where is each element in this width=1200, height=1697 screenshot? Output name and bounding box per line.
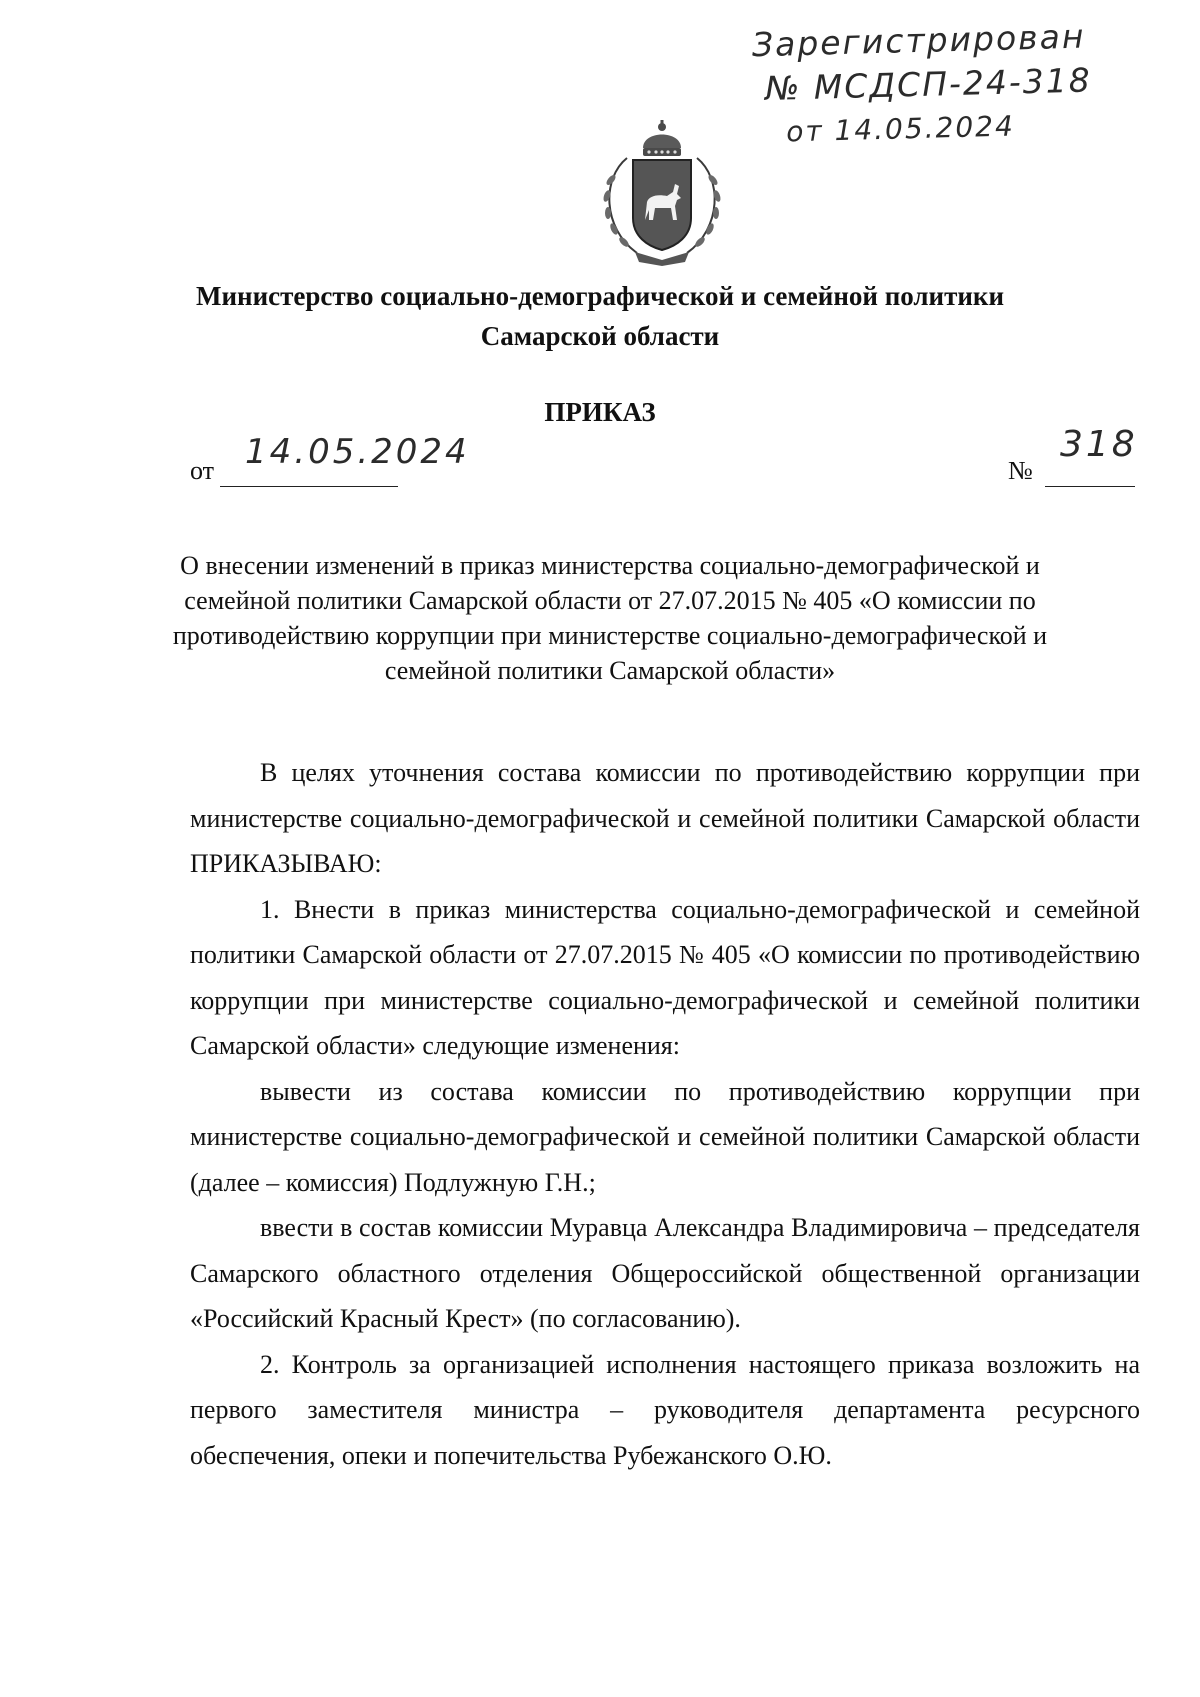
preamble-paragraph: В целях уточнения состава комиссии по противодействию коррупции при министерстве социально-демографической и семейной политики Самарской области ПРИКАЗЫВАЮ: xyxy=(190,758,1140,878)
item1-add-paragraph: ввести в состав комиссии Муравца Александра Владимировича – председателя Самарского областного отделения Общероссийской общественной организации «Российский Красный Крест» (по согласованию). xyxy=(190,1213,1140,1333)
registration-note-line3: от 14.05.2024 xyxy=(785,109,1016,149)
order-body xyxy=(190,750,1140,1478)
ministry-name-line1: Министерство социально-демографической и семейной политики xyxy=(195,281,1005,311)
order-subject: О внесении изменений в приказ министерства социально-демографической и семейной политики Самарской области от 27.07.2015 № 405 «О комиссии по противодействию коррупции при министерстве социально-демографической и семейной политики Самарской области» xyxy=(172,551,1048,685)
ministry-name-line2: Самарской области xyxy=(480,321,720,351)
registration-note-line2: № МСДСП-24-318 xyxy=(764,60,1093,108)
order-number-handwritten: 318 xyxy=(1060,424,1138,465)
registration-handwritten-note xyxy=(743,13,1166,156)
order-date-number-row xyxy=(190,424,1140,490)
item2-paragraph: 2. Контроль за организацией исполнения настоящего приказа возложить на первого заместителя министра – руководителя департамента ресурсного обеспечения, опеки и попечительства Рубежанского О.Ю. xyxy=(190,1349,1140,1470)
order-title: ПРИКАЗ xyxy=(544,397,656,427)
number-underline xyxy=(1045,486,1135,487)
item1-remove-paragraph: вывести из состава комиссии по противодействию коррупции при министерстве социально-демографической и семейной политики Самарской области (далее – комиссия) Подлужную Г.Н.; xyxy=(190,1076,1140,1197)
samara-region-coat-of-arms-icon xyxy=(597,118,727,266)
order-date-handwritten: 14.05.2024 xyxy=(245,432,470,472)
date-underline xyxy=(220,486,398,487)
ministry-name xyxy=(0,276,1200,356)
number-prefix: № xyxy=(1008,456,1033,485)
registration-note-line1: Зарегистрирован xyxy=(751,16,1086,65)
date-prefix: от xyxy=(190,456,215,485)
item1-paragraph: 1. Внести в приказ министерства социально-демографической и семейной политики Самарской области от 27.07.2015 № 405 «О комиссии по противодействию коррупции при министерстве социально-демографической и семейной политики Самарской области» следующие изменения: xyxy=(190,894,1140,1060)
